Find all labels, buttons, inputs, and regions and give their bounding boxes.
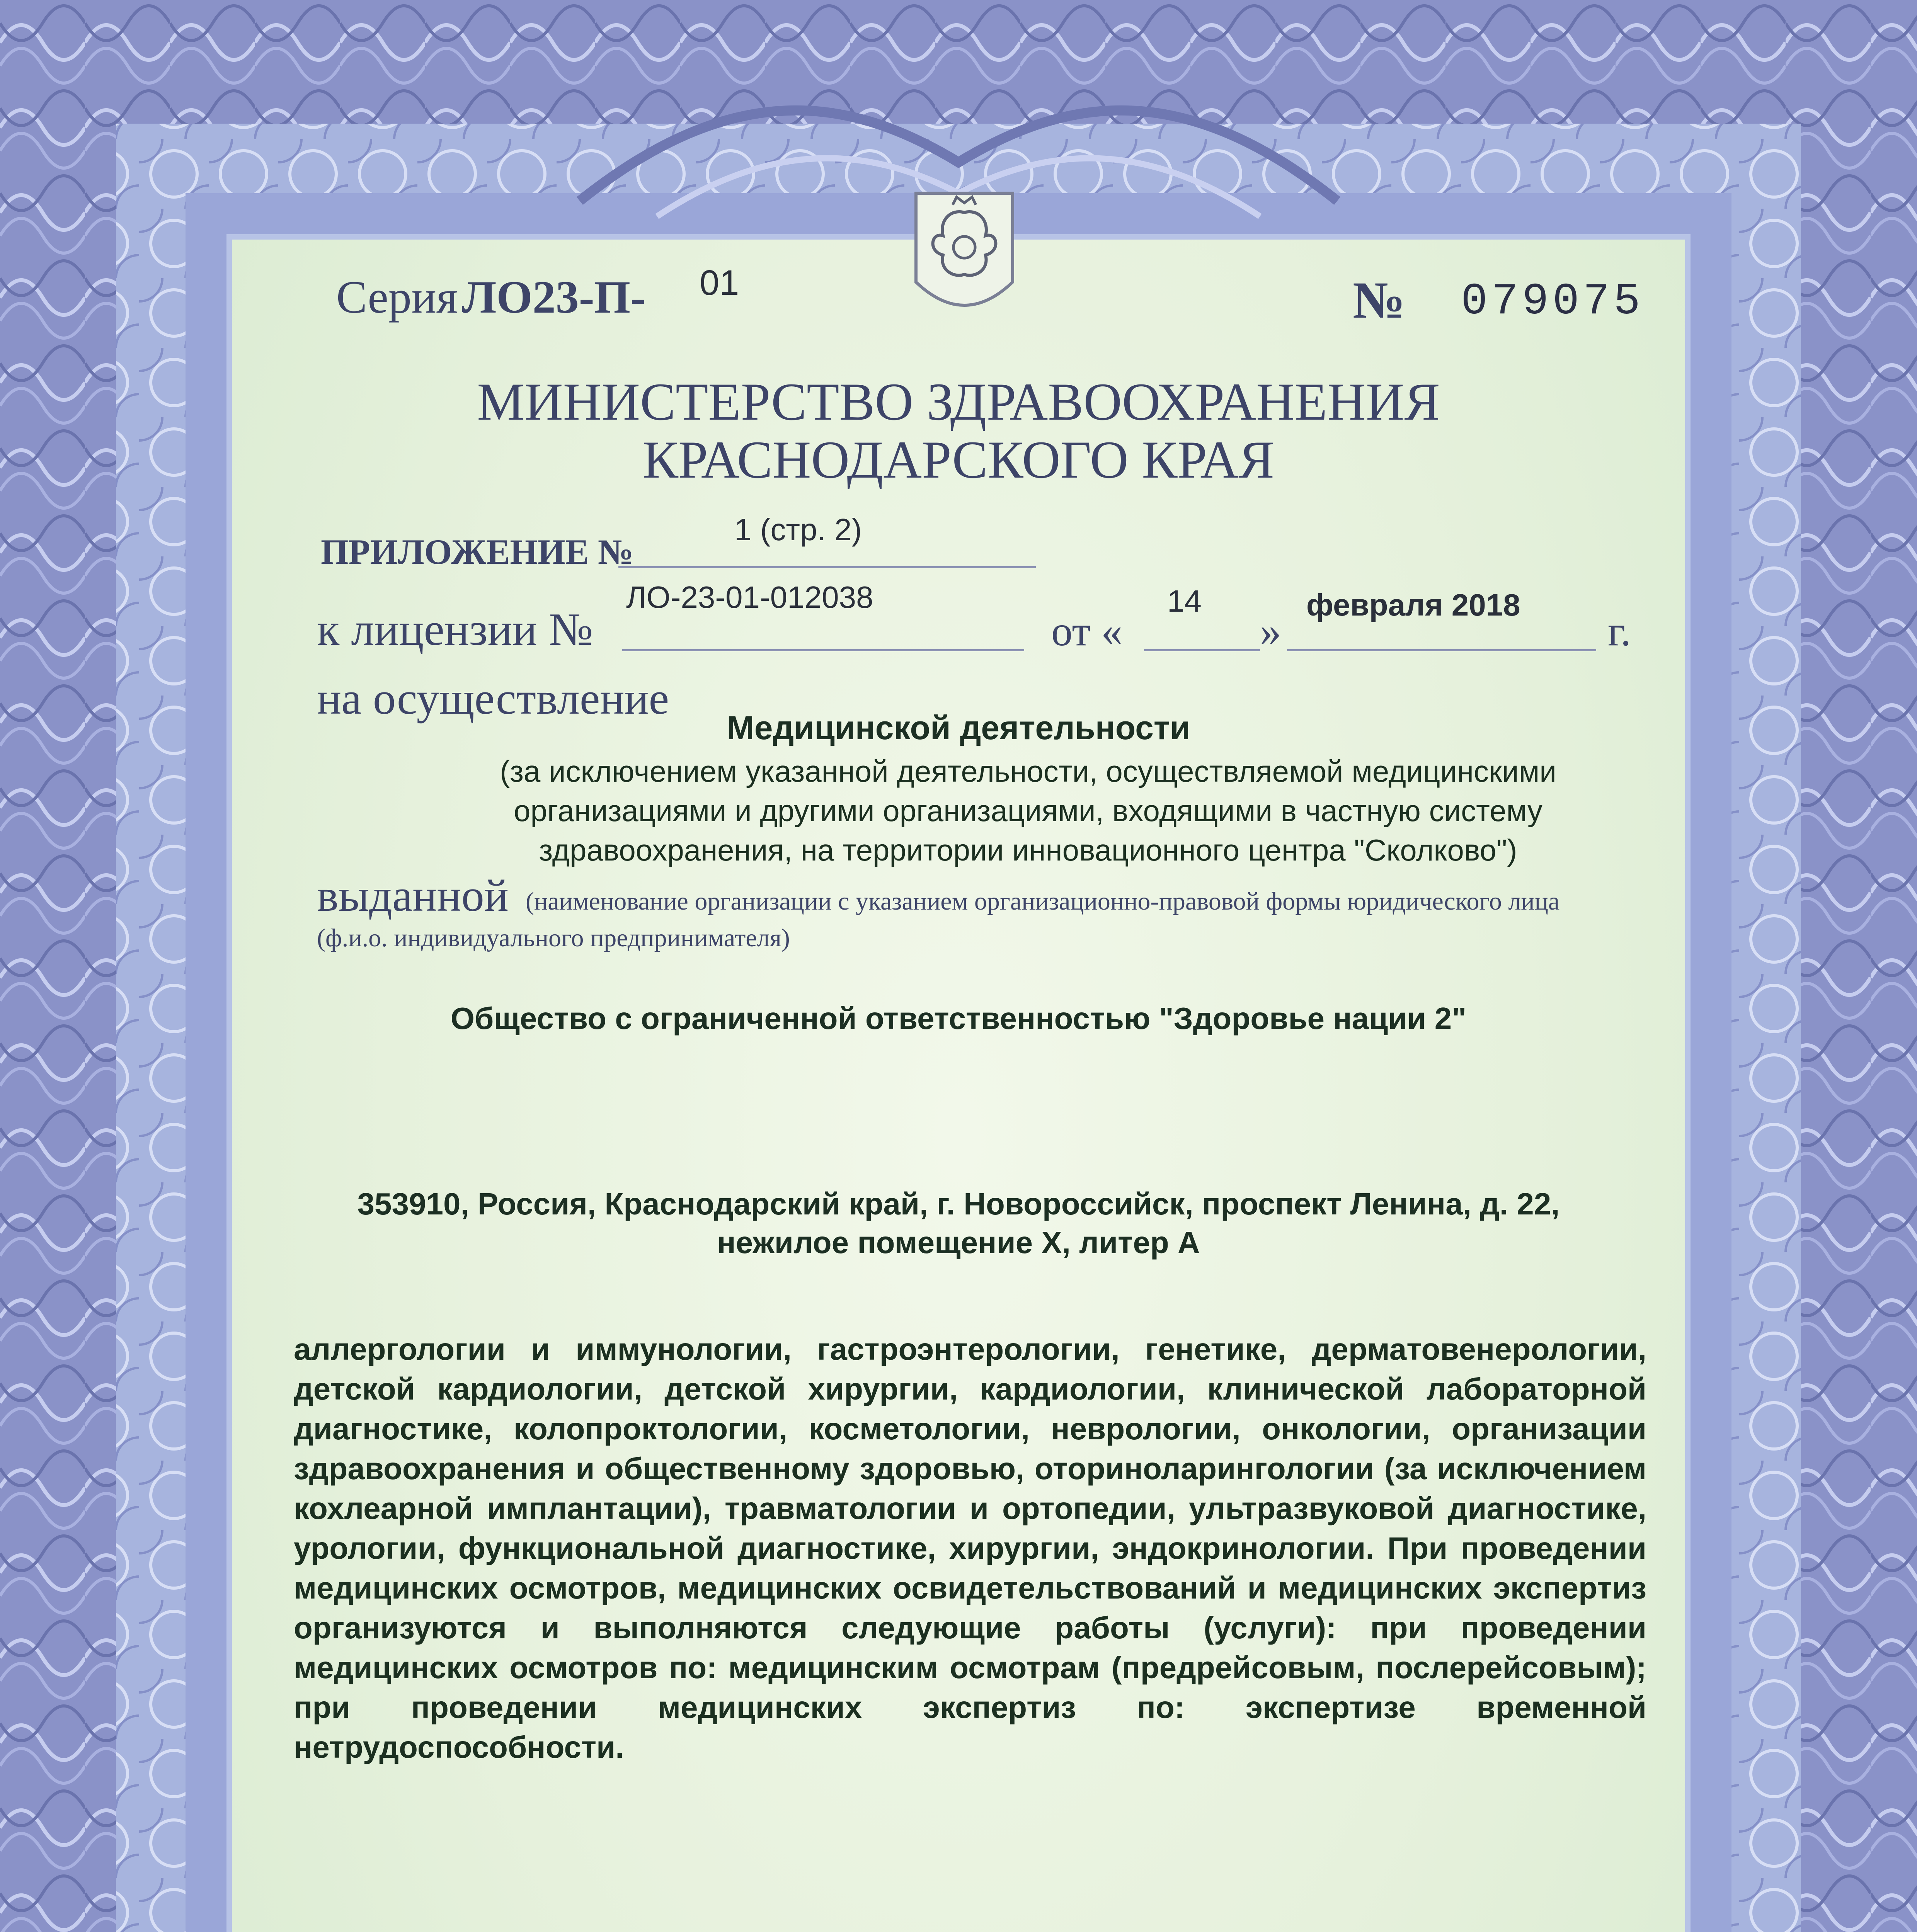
address-line2: нежилое помещение X, литер А bbox=[717, 1225, 1200, 1260]
license-number-line bbox=[622, 649, 1024, 651]
license-label: к лицензии № bbox=[317, 604, 593, 655]
series-label: Серия bbox=[336, 271, 458, 323]
ministry-title-line1: МИНИСТЕРСТВО ЗДРАВООХРАНЕНИЯ bbox=[477, 372, 1440, 431]
date-line bbox=[1287, 649, 1596, 651]
series-value: ЛО23-П- bbox=[462, 271, 646, 323]
ministry-title-line2: КРАСНОДАРСКОГО КРАЯ bbox=[642, 430, 1275, 489]
from-label: от « bbox=[1051, 607, 1123, 655]
appendix-line bbox=[618, 566, 1036, 568]
activity-description: (за исключением указанной деятельности, осуществляемой медицинскими организациями и другими организациями, входящими в частную систему здравоохранения, на территории инновационного центра "Сколково") bbox=[500, 754, 1556, 867]
license-month-year: февраля 2018 bbox=[1306, 588, 1520, 622]
coat-of-arms-icon bbox=[908, 185, 1020, 332]
year-suffix: г. bbox=[1608, 607, 1631, 655]
activity-label: на осуществление bbox=[317, 673, 669, 724]
license-number: ЛО-23-01-012038 bbox=[626, 580, 873, 614]
day-line bbox=[1144, 649, 1260, 651]
organization-name: Общество с ограниченной ответственностью "Здоровье нации 2" bbox=[450, 1001, 1467, 1036]
blank-number: 079075 bbox=[1461, 276, 1645, 327]
issued-hint2: (ф.и.о. индивидуального предпринимателя) bbox=[317, 924, 790, 952]
licensed-services: аллергологии и иммунологии, гастроэнтерологии, генетике, дерматовенерологии, детской кардиологии, детской хирургии, кардиологии, клинической лабораторной диагностике, колопроктологии, косметологии, неврологии, онкологии, организации здравоохранения и общественному здоровью, оториноларингологии (за исключением кохлеарной имплантации), травматологии и ортопедии, ультразвуковой диагностике, урологии, функциональной диагностике, хирургии, эндокринологии. При проведении медицинских осмотров, медицинских освидетельствований и медицинских экспертиз организуются и выполняются следующие работы (услуги): при проведении медицинских осмотров по: медицинским осмотрам (предрейсовым, послерейсовым); при проведении медицинских экспертиз по: экспертизе временной нетрудоспособности. bbox=[294, 1332, 1646, 1764]
activity-title: Медицинской деятельности bbox=[727, 709, 1190, 747]
license-day: 14 bbox=[1167, 584, 1202, 618]
number-sign: № bbox=[1353, 272, 1405, 329]
issued-hint1: (наименование организации с указанием организационно-правовой формы юридического лица bbox=[526, 887, 1560, 915]
close-quote: » bbox=[1260, 607, 1281, 655]
issued-label: выданной bbox=[317, 870, 509, 921]
series-suffix: 01 bbox=[700, 263, 739, 303]
appendix-label: ПРИЛОЖЕНИЕ № bbox=[321, 532, 634, 571]
address-line1: 353910, Россия, Краснодарский край, г. Новороссийск, проспект Ленина, д. 22, bbox=[357, 1187, 1560, 1221]
appendix-value: 1 (стр. 2) bbox=[734, 512, 862, 547]
